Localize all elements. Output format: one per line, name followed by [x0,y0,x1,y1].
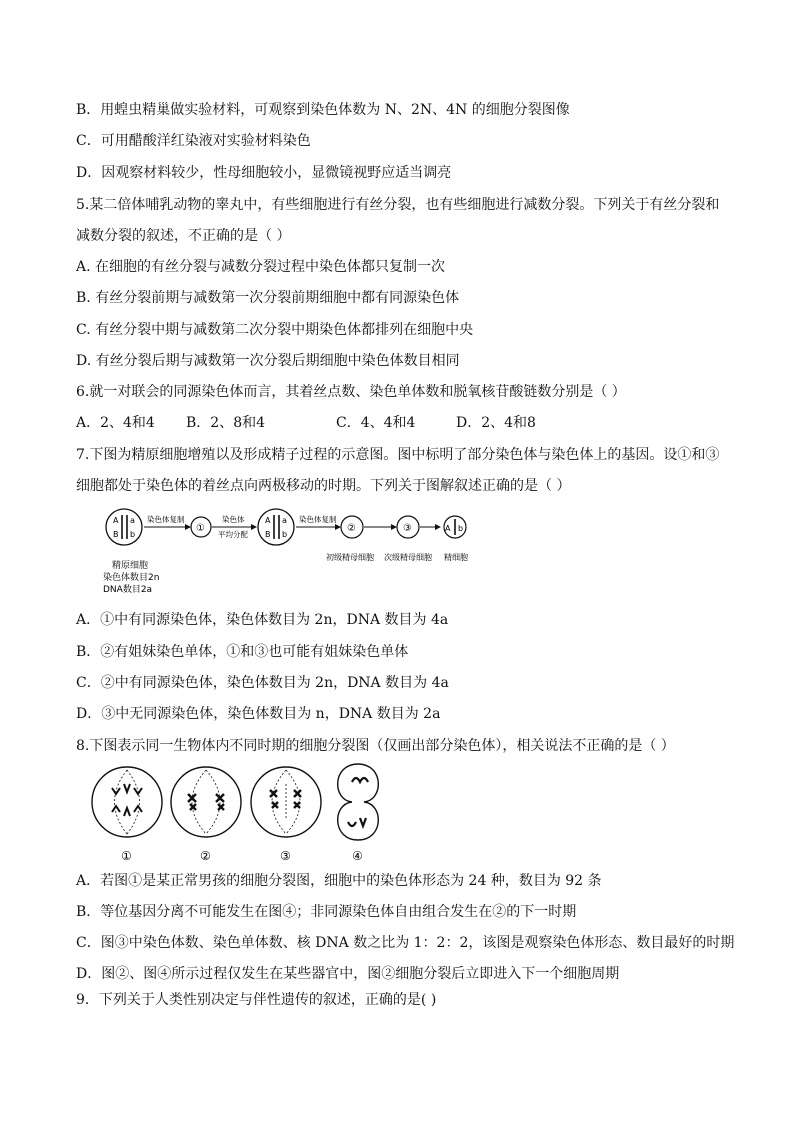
arrow-label-replicate-2: 染色体复制 [299,515,337,524]
q7-stem-line2: 细胞都处于染色体的着丝点向两极移动的时期。下列关于图解叙述正确的是（ ） [76,478,571,494]
gene-label: A [445,524,451,533]
spermatogonium-cell [106,509,142,545]
q8-option-a: A．若图①是某正常男孩的细胞分裂图，细胞中的染色体形态为 24 种，数目为 92 条 [76,873,602,889]
sperm-cell [444,516,466,538]
q7-stem-line1: 7.下图为精原细胞增殖以及形成精子过程的示意图。图中标明了部分染色体与染色体上的基因。设①和③ [76,447,720,463]
division-cell-4 [338,764,379,840]
spermatogenesis-diagram [100,504,480,602]
q7-option-c: C．②中有同源染色体，染色体数目为 2n，DNA 数目为 4a [76,675,449,691]
q5-option-d: D. 有丝分裂后期与减数第一次分裂后期细胞中染色体数目相同 [76,353,460,369]
caption-spermatogonium: 精原细胞 [112,561,149,571]
q4-option-b: B．用蝗虫精巢做实验材料，可观察到染色体数为 N、2N、4N 的细胞分裂图像 [76,102,570,118]
cell-2-number: ② [200,849,211,863]
q8-option-d: D．图②、图④所示过程仅发生在某些器官中，图②细胞分裂后立即进入下一个细胞周期 [76,966,620,982]
caption-dna-count: DNA数目2a [103,585,153,595]
q5-stem-line2: 减数分裂的叙述，不正确的是（ ） [76,228,291,244]
q6-option-d: D．2、4和8 [456,415,536,431]
division-cell-2 [171,767,241,837]
spermatogonium-cell-2 [258,509,294,545]
q8-option-c: C．图③中染色体数、染色单体数、核 DNA 数之比为 1：2：2，该图是观察染色体形态、数目最好的时期 [76,935,735,951]
q4-option-c: C．可用醋酸洋红染液对实验材料染色 [76,133,311,149]
cell-3-label: ③ [403,523,412,534]
gene-label: b [282,530,288,539]
q8-option-b: B．等位基因分离不可能发生在图④；非同源染色体自由组合发生在②的下一时期 [76,904,577,920]
gene-label: A [265,516,271,525]
caption-chromosome-count: 染色体数目2n [103,573,160,583]
q8-stem: 8.下图表示同一生物体内不同时期的细胞分裂图（仅画出部分染色体），相关说法不正确的是（ ） [76,738,675,754]
cell-4-number: ④ [352,849,363,863]
cell-3-number: ③ [280,849,291,863]
gene-label: B [265,530,271,539]
caption-secondary-spermatocyte: 次级精母细胞 [384,553,432,562]
cell-1-number: ① [121,849,132,863]
division-cell-1 [92,767,162,837]
cell-2-label: ② [347,523,356,534]
gene-label: a [130,516,135,525]
q5-option-b: B. 有丝分裂前期与减数第一次分裂前期细胞中都有同源染色体 [76,290,460,306]
q6-option-b: B．2、8和4 [186,415,266,431]
q7-option-a: A．①中有同源染色体，染色体数目为 2n，DNA 数目为 4a [76,612,449,628]
q6-stem: 6.就一对联会的同源染色体而言，其着丝点数、染色单体数和脱氧核苷酸链数分别是（ ） [76,384,626,400]
arrow-label-split-top: 染色体 [222,515,245,524]
gene-label: b [130,530,136,539]
q5-option-c: C. 有丝分裂中期与减数第二次分裂中期染色体都排列在细胞中央 [76,322,474,338]
gene-label: a [282,516,287,525]
q7-option-d: D．③中无同源染色体，染色体数目为 n，DNA 数目为 2a [76,706,441,722]
q4-option-d: D．因观察材料较少，性母细胞较小，显微镜视野应适当调亮 [76,165,452,181]
q6-option-c: C．4、4和4 [336,415,416,431]
cell-1-label: ① [196,523,205,534]
gene-label: B [113,530,119,539]
caption-sperm: 精细胞 [444,553,468,562]
caption-primary-spermatocyte: 初级精母细胞 [326,553,374,562]
q9-stem: 9．下列关于人类性别决定与伴性遗传的叙述，正确的是( ) [76,992,437,1008]
arrow-label-split-bottom: 平均分配 [218,530,248,539]
q6-option-a: A．2、4和4 [76,415,155,431]
q5-option-a: A. 在细胞的有丝分裂与减数分裂过程中染色体都只复制一次 [76,259,446,275]
cell-division-diagram [90,760,400,864]
arrow-label-replicate-1: 染色体复制 [147,515,185,524]
q7-option-b: B．②有姐妹染色单体，①和③也可能有姐妹染色单体 [76,644,409,660]
q5-stem-line1: 5.某二倍体哺乳动物的睾丸中，有些细胞进行有丝分裂，也有些细胞进行减数分裂。下列关于有丝分裂和 [76,197,720,213]
gene-label: b [458,524,464,533]
gene-label: A [113,516,119,525]
q6-options [76,414,536,432]
division-cell-3 [251,767,321,837]
